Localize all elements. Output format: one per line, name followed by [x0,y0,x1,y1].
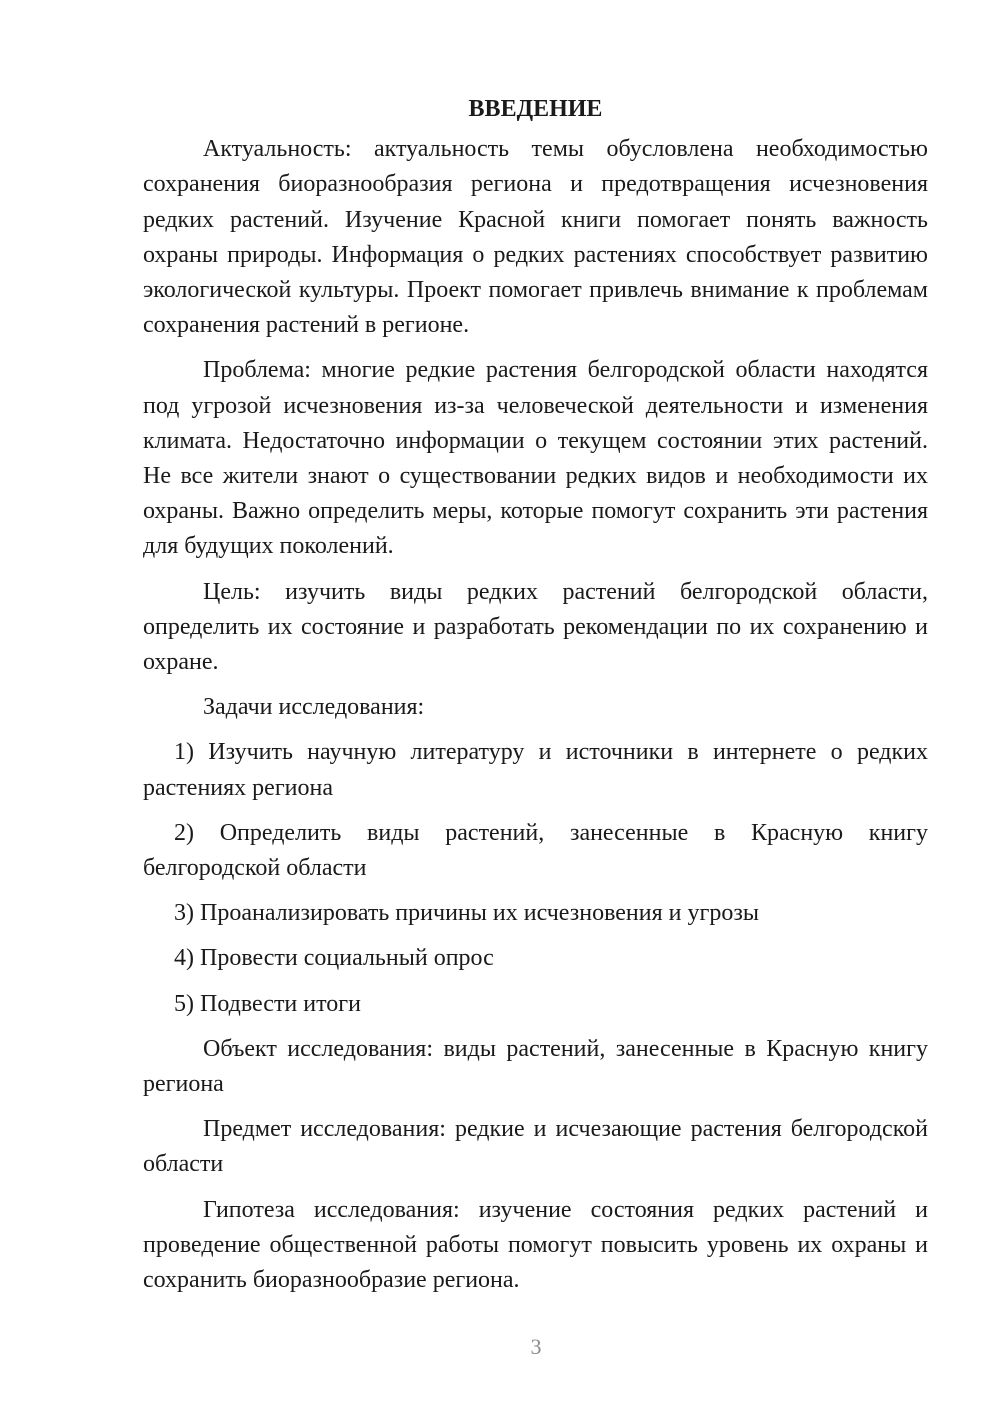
problem-paragraph: Проблема: многие редкие растения белгородской области находятся под угрозой исчезновения из-за человеческой деятельности и изменения климата. Недостаточно информации о текущем состоянии этих растений. Не все жители знают о существовании редких видов и необходимости их охраны. Важно определить меры, которые помогут сохранить эти растения для будущих поколений. [143,357,928,560]
task-item: 4) Провести социальный опрос [174,945,494,972]
page-content [143,92,928,1308]
hypothesis-paragraph: Гипотеза исследования: изучение состояния редких растений и проведение общественной работы помогут повысить уровень их охраны и сохранить биоразнообразие региона. [143,1196,928,1294]
object-paragraph: Объект исследования: виды растений, занесенные в Красную книгу региона [143,1035,928,1098]
page-number: 3 [530,1334,542,1359]
tasks-heading: Задачи исследования: [203,694,425,721]
goal-paragraph: Цель: изучить виды редких растений белгородской области, определить их состояние и разработать рекомендации по их сохранению и охране. [143,578,928,676]
relevance-paragraph: Актуальность: актуальность темы обусловлена необходимостью сохранения биоразнообразия региона и предотвращения исчезновения редких растений. Изучение Красной книги помогает понять важность охраны природы. Информация о редких растениях способствует развитию экологической культуры. Проект помогает привлечь внимание к проблемам сохранения растений в регионе. [143,136,928,339]
task-item: 1) Изучить научную литературу и источники в интернете о редких растениях региона [143,739,928,801]
page-title: ВВЕДЕНИЕ [468,96,603,122]
task-item: 2) Определить виды растений, занесенные в Красную книгу белгородской области [143,819,928,882]
task-item: 5) Подвести итоги [174,990,361,1017]
subject-paragraph: Предмет исследования: редкие и исчезающие растения белгородской области [143,1116,928,1178]
task-item: 3) Проанализировать причины их исчезновения и угрозы [174,900,759,927]
